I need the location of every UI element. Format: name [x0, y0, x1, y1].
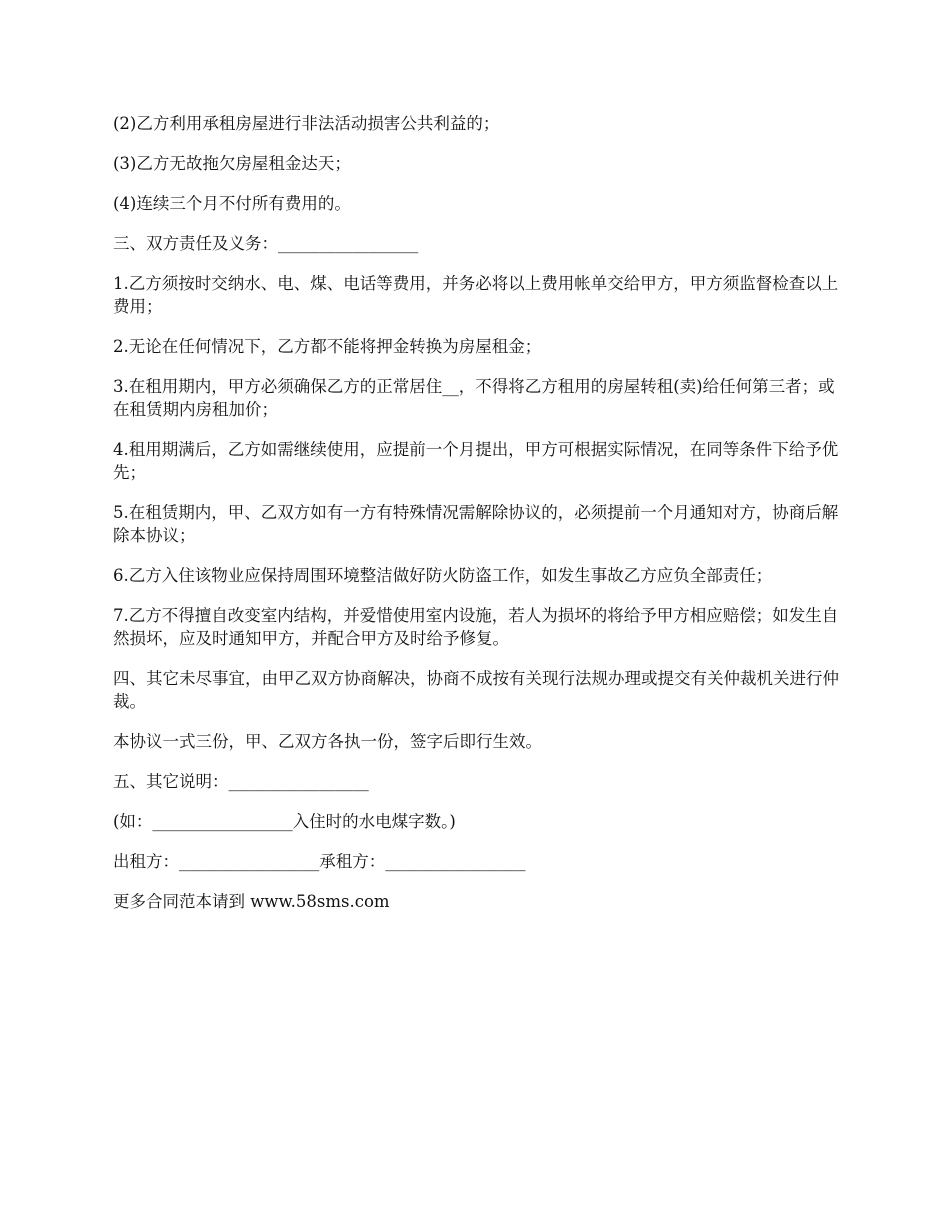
section-5-heading: 五、其它说明：_________________	[113, 772, 369, 791]
duty-2-deposit: 2.无论在任何情况下，乙方都不能将押金转换为房屋租金；	[113, 337, 542, 356]
clause-2-illegal-use: (2)乙方利用承租房屋进行非法活动损害公共利益的；	[113, 114, 500, 133]
copies-statement: 本协议一式三份，甲、乙双方各执一份，签字后即行生效。	[113, 732, 542, 751]
section-4-disputes: 四、其它未尽事宜，由甲乙双方协商解决，协商不成按有关现行法规办理或提交有关仲裁机关进行仲裁。	[113, 669, 839, 711]
duty-3-no-sublet: 3.在租用期内，甲方必须确保乙方的正常居住__，不得将乙方租用的房屋转租(卖)给任何第三者；或在租赁期内房租加价；	[113, 377, 835, 419]
duty-7-structure: 7.乙方不得擅自改变室内结构，并爱惜使用室内设施，若人为损坏的将给予甲方相应赔偿；如发生自然损坏，应及时通知甲方，并配合甲方及时给予修复。	[113, 606, 839, 648]
duty-6-safety: 6.乙方入住该物业应保持周围环境整洁做好防火防盗工作，如发生事故乙方应负全部责任；	[113, 566, 773, 585]
clause-3-rent-arrears: (3)乙方无故拖欠房屋租金达天；	[113, 154, 351, 173]
signature-line: 出租方：_________________承租方：_________________	[113, 852, 526, 871]
section-3-heading: 三、双方责任及义务：_________________	[113, 234, 419, 253]
document-body	[113, 112, 843, 930]
duty-4-renewal: 4.租用期满后，乙方如需继续使用，应提前一个月提出，甲方可根据实际情况，在同等条件下给予优先；	[113, 440, 839, 482]
clause-4-unpaid-fees: (4)连续三个月不付所有费用的。	[113, 194, 351, 213]
duty-5-termination: 5.在租赁期内，甲、乙双方如有一方有特殊情况需解除协议的，必须提前一个月通知对方，协商后解除本协议；	[113, 503, 839, 545]
footer-link-text: 更多合同范本请到 www.58sms.com	[113, 892, 390, 911]
meter-readings-note: (如：_________________入住时的水电煤字数。)	[113, 812, 456, 831]
duty-1-utility-fees: 1.乙方须按时交纳水、电、煤、电话等费用，并务必将以上费用帐单交给甲方，甲方须监督检查以上费用；	[113, 274, 839, 316]
